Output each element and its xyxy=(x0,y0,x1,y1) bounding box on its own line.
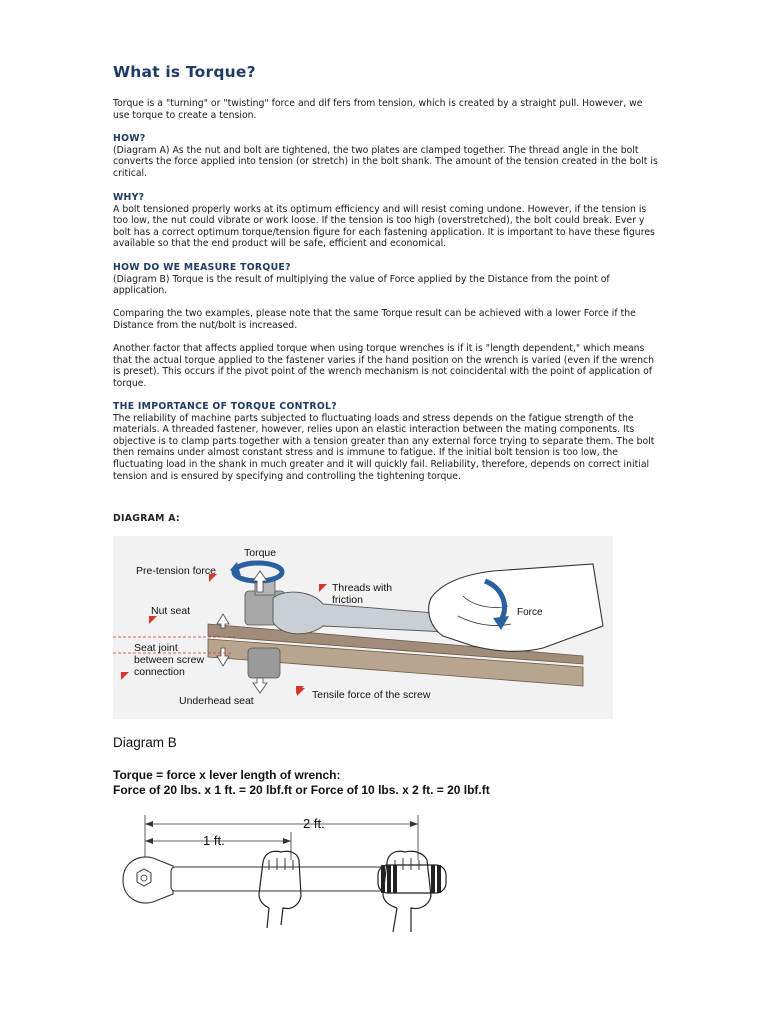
dimension-2ft: 2 ft. xyxy=(303,816,325,831)
section-why xyxy=(113,192,658,250)
callout-torque: Torque xyxy=(244,547,277,559)
section-how xyxy=(113,133,658,179)
section-heading: THE IMPORTANCE OF TORQUE CONTROL? xyxy=(113,401,337,412)
page-title: What is Torque? xyxy=(113,63,256,81)
torque-formula xyxy=(113,768,490,798)
callout-nut-seat: Nut seat xyxy=(151,605,191,617)
length-dependent-paragraph: Another factor that affects applied torque when using torque wrenches is if it is "length dependent," which means that the actual torque applied to the fastener varies if the hand position on the wrench is varied (even if the wrench is preset). This occurs if the pivot point of the wrench mechanism is not coincidental with the point of application of torque. xyxy=(113,343,655,389)
section-heading: HOW? xyxy=(113,133,146,144)
callout-threads-1: Threads with xyxy=(332,582,393,594)
dimension-1ft: 1 ft. xyxy=(203,833,225,848)
section-importance xyxy=(113,401,658,482)
formula-line-2: Force of 20 lbs. x 1 ft. = 20 lbf.ft or Force of 10 lbs. x 2 ft. = 20 lbf.ft xyxy=(113,783,490,797)
callout-tensile: Tensile force of the screw xyxy=(312,689,431,701)
diagram-a-label: DIAGRAM A: xyxy=(113,513,180,524)
diagram-a-illustration xyxy=(113,536,613,719)
callout-pretension: Pre-tension force xyxy=(136,565,216,577)
section-text: The reliability of machine parts subjected to fluctuating loads and stress depends on the fatigue strength of the materials. A threaded fastener, however, relies upon an elastic interaction between the mating components. Its objective is to clamp parts together with a tension greater than any external force trying to separate them. The bolt then remains under almost constant stress and is immune to fatigue. If the initial bolt tension is too low, the fluctuating load in the shank in much greater and it will quickly fail. Reliability, therefore, depends on correct initial tension and is ensured by specifying and controlling the tightening torque. xyxy=(113,412,655,482)
section-heading: WHY? xyxy=(113,192,145,203)
bolt-head xyxy=(248,648,280,678)
callout-threads-2: friction xyxy=(332,594,363,606)
bolt-nut-icon xyxy=(137,869,151,886)
section-text: A bolt tensioned properly works at its optimum efficiency and will resist coming undone. However, if the tension is too low, the nut could vibrate or work loose. If the tension is too high (overstretched), the bolt could break. Ever y bolt has a correct optimum torque/tension figure for each fastening application. It is important to have these figures available so that the end product will be safe, efficient and economical. xyxy=(113,203,655,250)
section-text: (Diagram B) Torque is the result of multiplying the value of Force applied by the Distance from the point of application. xyxy=(113,273,610,297)
diagram-b-label: Diagram B xyxy=(113,735,177,750)
section-measure xyxy=(113,262,658,297)
intro-paragraph: Torque is a "turning" or "twisting" force and dif fers from tension, which is created by a straight pull. However, we use torque to create a tension. xyxy=(113,98,643,121)
callout-force: Force xyxy=(517,607,543,618)
comparison-paragraph: Comparing the two examples, please note that the same Torque result can be achieved with a lower Force if the Distance from the nut/bolt is increased. xyxy=(113,308,636,331)
formula-line-1: Torque = force x lever length of wrench: xyxy=(113,768,341,782)
diagram-b-illustration xyxy=(113,810,463,935)
section-text: (Diagram A) As the nut and bolt are tightened, the two plates are clamped together. The thread angle in the bolt converts the force applied into tension (or stretch) in the bolt shank. The amount of the tension created in the bolt is critical. xyxy=(113,144,658,179)
callout-underhead: Underhead seat xyxy=(179,695,254,707)
callout-seat-joint-1: Seat joint xyxy=(134,642,178,654)
section-heading: HOW DO WE MEASURE TORQUE? xyxy=(113,262,291,273)
callout-seat-joint-3: connection xyxy=(134,666,185,678)
callout-seat-joint-2: between screw xyxy=(134,654,205,666)
